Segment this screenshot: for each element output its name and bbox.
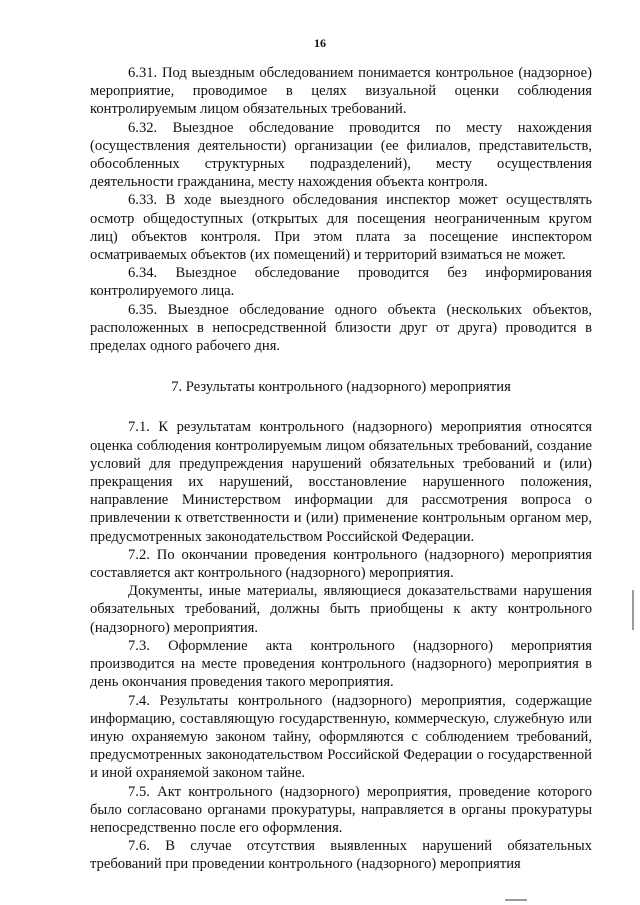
paragraph-6-35: 6.35. Выездное обследование одного объекта (нескольких объектов, расположенных в непосредственной близости друг от друга) проводится в пределах одного рабочего дня. xyxy=(90,301,592,355)
paragraph-6-32: 6.32. Выездное обследование проводится по месту нахождения (осуществления деятельности) организации (ее филиалов, представительств, обособленных структурных подразделений), месту осуществления деятельности гражданина, месту нахождения объекта контроля. xyxy=(90,119,592,191)
paragraph-6-31: 6.31. Под выездным обследованием понимается контрольное (надзорное) мероприятие, проводимое в целях визуальной оценки соблюдения контролируемым лицом обязательных требований. xyxy=(90,65,592,118)
page-number: 16 xyxy=(314,36,326,50)
document-body xyxy=(90,64,592,874)
scan-mark-bottom xyxy=(505,899,527,901)
paragraph-7-2-documents: Документы, иные материалы, являющиеся доказательствами нарушения обязательных требований, должны быть приобщены к акту контрольного (надзорного) мероприятия. xyxy=(90,583,592,636)
paragraph-6-33: 6.33. В ходе выездного обследования инспектор может осуществлять осмотр общедоступных (открытых для посещения неограниченным кругом лиц) объектов контроля. При этом плата за посещение инспектором осматриваемых объектов (их помещений) и территорий взиматься не может. xyxy=(90,192,592,264)
paragraph-7-5: 7.5. Акт контрольного (надзорного) мероприятия, проведение которого было согласовано органами прокуратуры, направляется в органы прокуратуры непосредственно после его оформления. xyxy=(90,783,592,836)
section-heading: 7. Результаты контрольного (надзорного) мероприятия xyxy=(171,379,511,396)
paragraph-7-6: 7.6. В случае отсутствия выявленных нарушений обязательных требований при проведении контрольного (надзорного) мероприятия xyxy=(90,838,592,873)
paragraph-6-34: 6.34. Выездное обследование проводится без информирования контролируемого лица. xyxy=(90,265,592,300)
paragraph-7-2: 7.2. По окончании проведения контрольного (надзорного) мероприятия составляется акт контрольного (надзорного) мероприятия. xyxy=(90,546,592,582)
paragraph-7-3: 7.3. Оформление акта контрольного (надзорного) мероприятия производится на месте проведения контрольного (надзорного) мероприятия в день окончания проведения такого мероприятия. xyxy=(90,637,592,691)
paragraph-7-4: 7.4. Результаты контрольного (надзорного) мероприятия, содержащие информацию, составляющую государственную, коммерческую, служебную или иную охраняемую законом тайну, оформляются с соблюдением требований, предусмотренных законодательством Российской Федерации о государственной и иной охраняемой законом тайне. xyxy=(90,692,592,782)
paragraph-7-1: 7.1. К результатам контрольного (надзорного) мероприятия относятся оценка соблюдения контролируемым лицом обязательных требований, создание условий для предупреждения нарушений обязательных требований и (или) прекращения их нарушений, восстановление нарушенного положения, направление Министерством информации для рассмотрения вопроса о привлечении к ответственности и (или) применение контрольным органом мер, предусмотренных законодательством Российской Федерации. xyxy=(90,419,592,545)
scan-mark-right xyxy=(632,590,634,630)
